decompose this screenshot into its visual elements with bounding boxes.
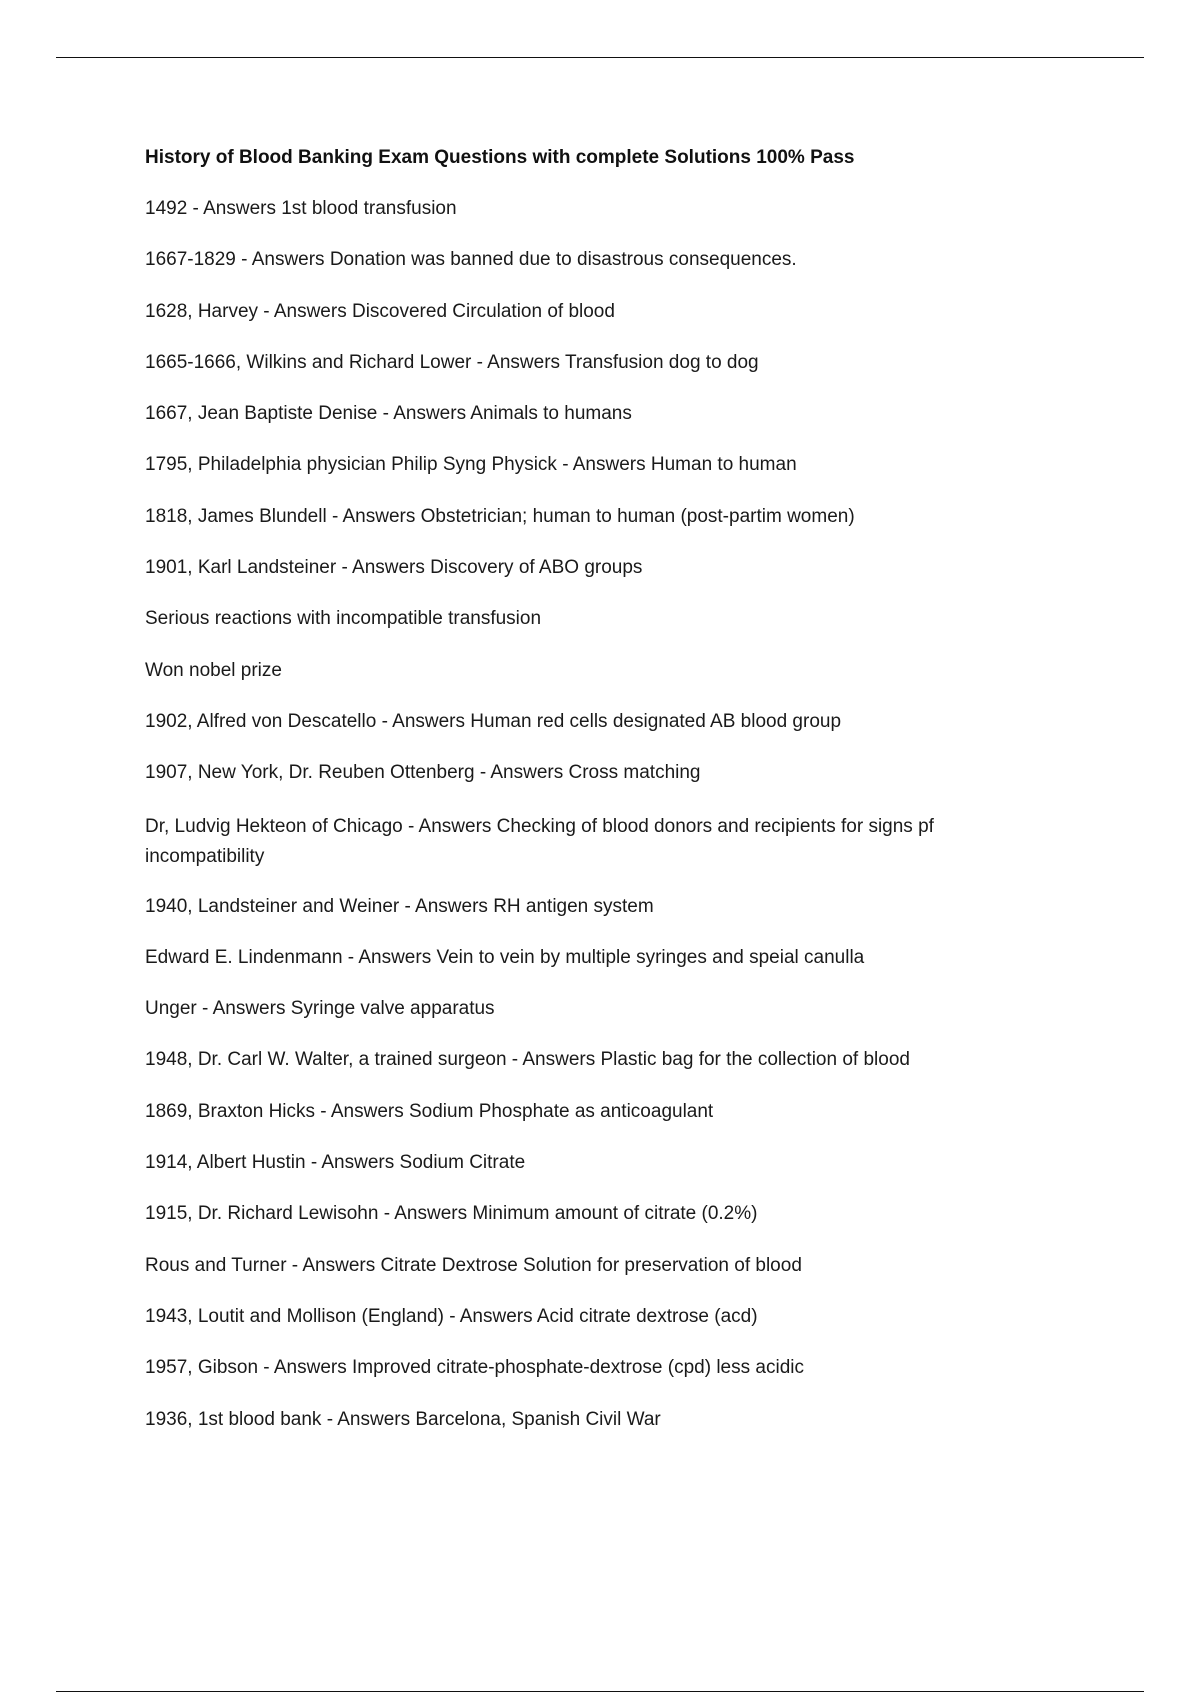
list-item: 1818, James Blundell - Answers Obstetrician; human to human (post-partim women) — [145, 505, 855, 527]
list-item: 1667, Jean Baptiste Denise - Answers Animals to humans — [145, 403, 632, 425]
list-item: 1628, Harvey - Answers Discovered Circulation of blood — [145, 300, 615, 322]
list-item: 1940, Landsteiner and Weiner - Answers RH antigen system — [145, 895, 654, 917]
top-divider — [56, 57, 1144, 58]
list-item: Unger - Answers Syringe valve apparatus — [145, 998, 495, 1020]
list-item: Serious reactions with incompatible transfusion — [145, 608, 542, 630]
bottom-divider — [56, 1691, 1144, 1692]
list-item: 1901, Karl Landsteiner - Answers Discovery of ABO groups — [145, 557, 643, 579]
list-item: Won nobel prize — [145, 659, 282, 681]
list-item: 1869, Braxton Hicks - Answers Sodium Phosphate as anticoagulant — [145, 1100, 714, 1122]
list-item: 1957, Gibson - Answers Improved citrate-phosphate-dextrose (cpd) less acidic — [145, 1357, 804, 1379]
list-item: 1667-1829 - Answers Donation was banned due to disastrous consequences. — [145, 249, 797, 271]
list-item: 1902, Alfred von Descatello - Answers Human red cells designated AB blood group — [145, 710, 842, 732]
list-item: 1907, New York, Dr. Reuben Ottenberg - Answers Cross matching — [145, 762, 701, 784]
document-body — [145, 145, 1005, 1458]
list-item: Dr, Ludvig Hekteon of Chicago - Answers Checking of blood donors and recipients for signs pf incompatibility — [145, 815, 934, 867]
list-item: 1795, Philadelphia physician Philip Syng Physick - Answers Human to human — [145, 454, 797, 476]
list-item: Edward E. Lindenmann - Answers Vein to vein by multiple syringes and speial canulla — [145, 946, 865, 968]
list-item: 1936, 1st blood bank - Answers Barcelona, Spanish Civil War — [145, 1408, 661, 1430]
document-title: History of Blood Banking Exam Questions with complete Solutions 100% Pass — [145, 147, 855, 168]
list-item: Rous and Turner - Answers Citrate Dextrose Solution for preservation of blood — [145, 1254, 802, 1276]
list-item: 1948, Dr. Carl W. Walter, a trained surgeon - Answers Plastic bag for the collection of blood — [145, 1049, 910, 1071]
answer-list — [145, 196, 1005, 1433]
list-item: 1492 - Answers 1st blood transfusion — [145, 198, 457, 219]
list-item: 1943, Loutit and Mollison (England) - Answers Acid citrate dextrose (acd) — [145, 1305, 758, 1327]
list-item: 1915, Dr. Richard Lewisohn - Answers Minimum amount of citrate (0.2%) — [145, 1203, 758, 1225]
list-item: 1665-1666, Wilkins and Richard Lower - Answers Transfusion dog to dog — [145, 351, 759, 373]
list-item: 1914, Albert Hustin - Answers Sodium Citrate — [145, 1152, 526, 1174]
